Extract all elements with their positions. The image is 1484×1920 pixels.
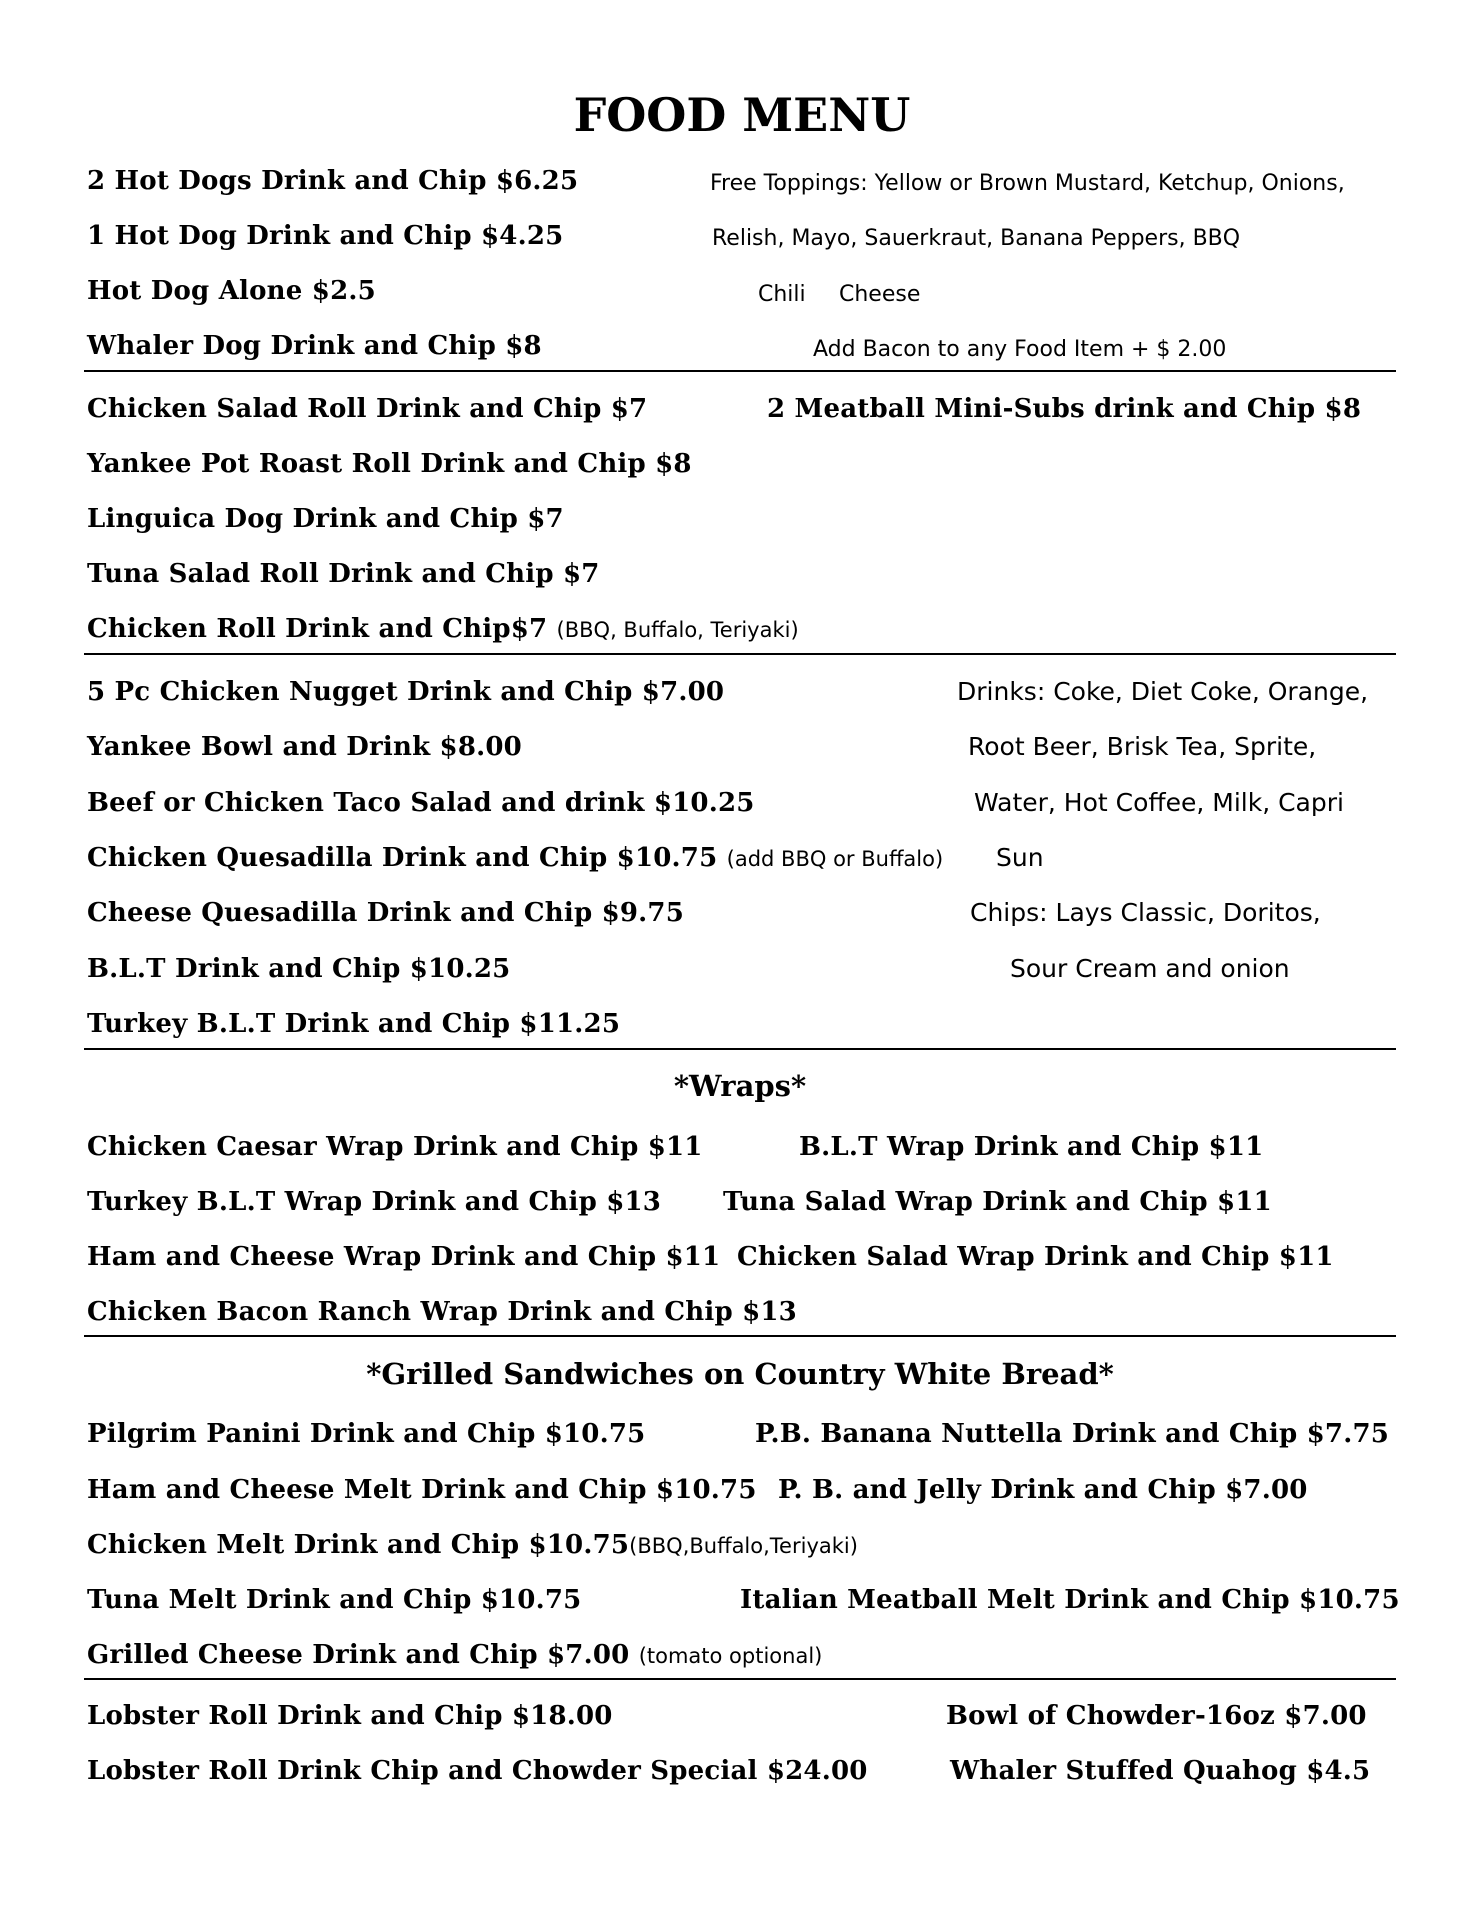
drinks-list: Root Beer, Brisk Tea, Sprite, xyxy=(968,732,1317,761)
menu-item-yankee-bowl: Yankee Bowl and Drink $8.00 xyxy=(87,732,522,762)
menu-item-stuffed-quahog: Whaler Stuffed Quahog $4.5 xyxy=(950,1756,1371,1786)
menu-item-italian-meatball-melt: Italian Meatball Melt Drink and Chip $10.75 xyxy=(740,1585,1400,1615)
topping-cheese: Cheese xyxy=(839,282,921,307)
grilled-cheese-note: (tomato optional) xyxy=(638,1644,823,1668)
section-divider xyxy=(84,1335,1396,1337)
toppings-text: Relish, Mayo, Sauerkraut, Banana Peppers, BBQ xyxy=(712,226,1241,251)
menu-item-pb-banana-nutella: P.B. Banana Nuttella Drink and Chip $7.75 xyxy=(755,1419,1390,1449)
menu-item-lobster-roll: Lobster Roll Drink and Chip $18.00 xyxy=(87,1701,613,1731)
menu-item-blt: B.L.T Drink and Chip $10.25 xyxy=(87,954,511,984)
menu-item-lobster-roll-special: Lobster Roll Drink Chip and Chowder Special $24.00 xyxy=(87,1756,868,1786)
menu-item-turkey-blt: Turkey B.L.T Drink and Chip $11.25 xyxy=(87,1009,621,1039)
menu-item-ham-cheese-wrap: Ham and Cheese Wrap Drink and Chip $11 xyxy=(87,1242,721,1272)
menu-item-chicken-quesadilla-label: Chicken Quesadilla Drink and Chip $10.75 xyxy=(87,843,718,873)
menu-item-bowl-chowder: Bowl of Chowder-16oz $7.00 xyxy=(946,1701,1367,1731)
menu-item-grilled-cheese xyxy=(87,1642,822,1668)
drinks-list: Water, Hot Coffee, Milk, Capri xyxy=(974,788,1344,817)
menu-item-hot-dog-alone: Hot Dog Alone $2.5 xyxy=(87,276,376,306)
menu-item-tuna-melt: Tuna Melt Drink and Chip $10.75 xyxy=(87,1585,582,1615)
menu-item-chicken-bacon-ranch-wrap: Chicken Bacon Ranch Wrap Drink and Chip $13 xyxy=(87,1297,797,1327)
chicken-melt-note: (BBQ,Buffalo,Teriyaki) xyxy=(629,1534,858,1558)
section-divider xyxy=(84,1678,1396,1680)
chips-list: Sour Cream and onion xyxy=(1010,954,1290,983)
menu-item-tuna-salad-wrap: Tuna Salad Wrap Drink and Chip $11 xyxy=(723,1187,1272,1217)
menu-item-grilled-cheese-label: Grilled Cheese Drink and Chip $7.00 xyxy=(87,1640,630,1670)
chicken-roll-note: (BBQ, Buffalo, Teriyaki) xyxy=(556,618,799,642)
menu-item-linguica-dog: Linguica Dog Drink and Chip $7 xyxy=(87,504,564,534)
menu-item-chicken-salad-wrap: Chicken Salad Wrap Drink and Chip $11 xyxy=(737,1242,1334,1272)
menu-item-whaler-dog: Whaler Dog Drink and Chip $8 xyxy=(87,331,542,361)
section-divider xyxy=(84,370,1396,372)
menu-item-chicken-salad-roll: Chicken Salad Roll Drink and Chip $7 xyxy=(87,394,648,424)
menu-item-turkey-blt-wrap: Turkey B.L.T Wrap Drink and Chip $13 xyxy=(87,1187,662,1217)
menu-item-taco-salad: Beef or Chicken Taco Salad and drink $10.25 xyxy=(87,788,755,818)
section-heading-wraps: *Wraps* xyxy=(673,1069,807,1103)
chips-list: Chips: Lays Classic, Doritos, xyxy=(970,898,1321,927)
menu-item-blt-wrap: B.L.T Wrap Drink and Chip $11 xyxy=(799,1132,1264,1162)
section-divider xyxy=(84,1048,1396,1050)
page-title: FOOD MENU xyxy=(573,88,911,142)
drinks-list: Sun xyxy=(996,843,1044,872)
section-heading-grilled: *Grilled Sandwiches on Country White Bread* xyxy=(366,1357,1114,1391)
menu-item-chicken-roll xyxy=(87,616,799,642)
menu-item-tuna-salad-roll: Tuna Salad Roll Drink and Chip $7 xyxy=(87,559,600,589)
section-divider xyxy=(84,653,1396,655)
menu-item-cheese-quesadilla: Cheese Quesadilla Drink and Chip $9.75 xyxy=(87,898,684,928)
menu-item-pot-roast-roll: Yankee Pot Roast Roll Drink and Chip $8 xyxy=(87,449,692,479)
menu-item-1-hot-dog: 1 Hot Dog Drink and Chip $4.25 xyxy=(87,221,564,251)
menu-item-chicken-melt-label: Chicken Melt Drink and Chip $10.75 xyxy=(87,1530,630,1560)
menu-item-chicken-melt xyxy=(87,1532,858,1558)
menu-item-meatball-mini-subs: 2 Meatball Mini-Subs drink and Chip $8 xyxy=(767,394,1362,424)
menu-item-ham-cheese-melt: Ham and Cheese Melt Drink and Chip $10.75 xyxy=(87,1475,757,1505)
menu-item-pilgrim-panini: Pilgrim Panini Drink and Chip $10.75 xyxy=(87,1419,646,1449)
menu-item-chicken-roll-label: Chicken Roll Drink and Chip$7 xyxy=(87,614,548,644)
topping-chili: Chili xyxy=(758,282,806,307)
drinks-list: Drinks: Coke, Diet Coke, Orange, xyxy=(957,677,1369,706)
toppings-text: Free Toppings: Yellow or Brown Mustard, Ketchup, Onions, xyxy=(710,171,1345,196)
menu-item-chicken-quesadilla xyxy=(87,845,943,871)
menu-item-chicken-caesar-wrap: Chicken Caesar Wrap Drink and Chip $11 xyxy=(87,1132,703,1162)
bacon-note: Add Bacon to any Food Item + $ 2.00 xyxy=(813,337,1227,362)
menu-item-pb-jelly: P. B. and Jelly Drink and Chip $7.00 xyxy=(778,1475,1308,1505)
menu-item-2-hot-dogs: 2 Hot Dogs Drink and Chip $6.25 xyxy=(87,166,579,196)
menu-item-chicken-nugget: 5 Pc Chicken Nugget Drink and Chip $7.00 xyxy=(87,677,725,707)
quesadilla-note: (add BBQ or Buffalo) xyxy=(726,847,944,871)
